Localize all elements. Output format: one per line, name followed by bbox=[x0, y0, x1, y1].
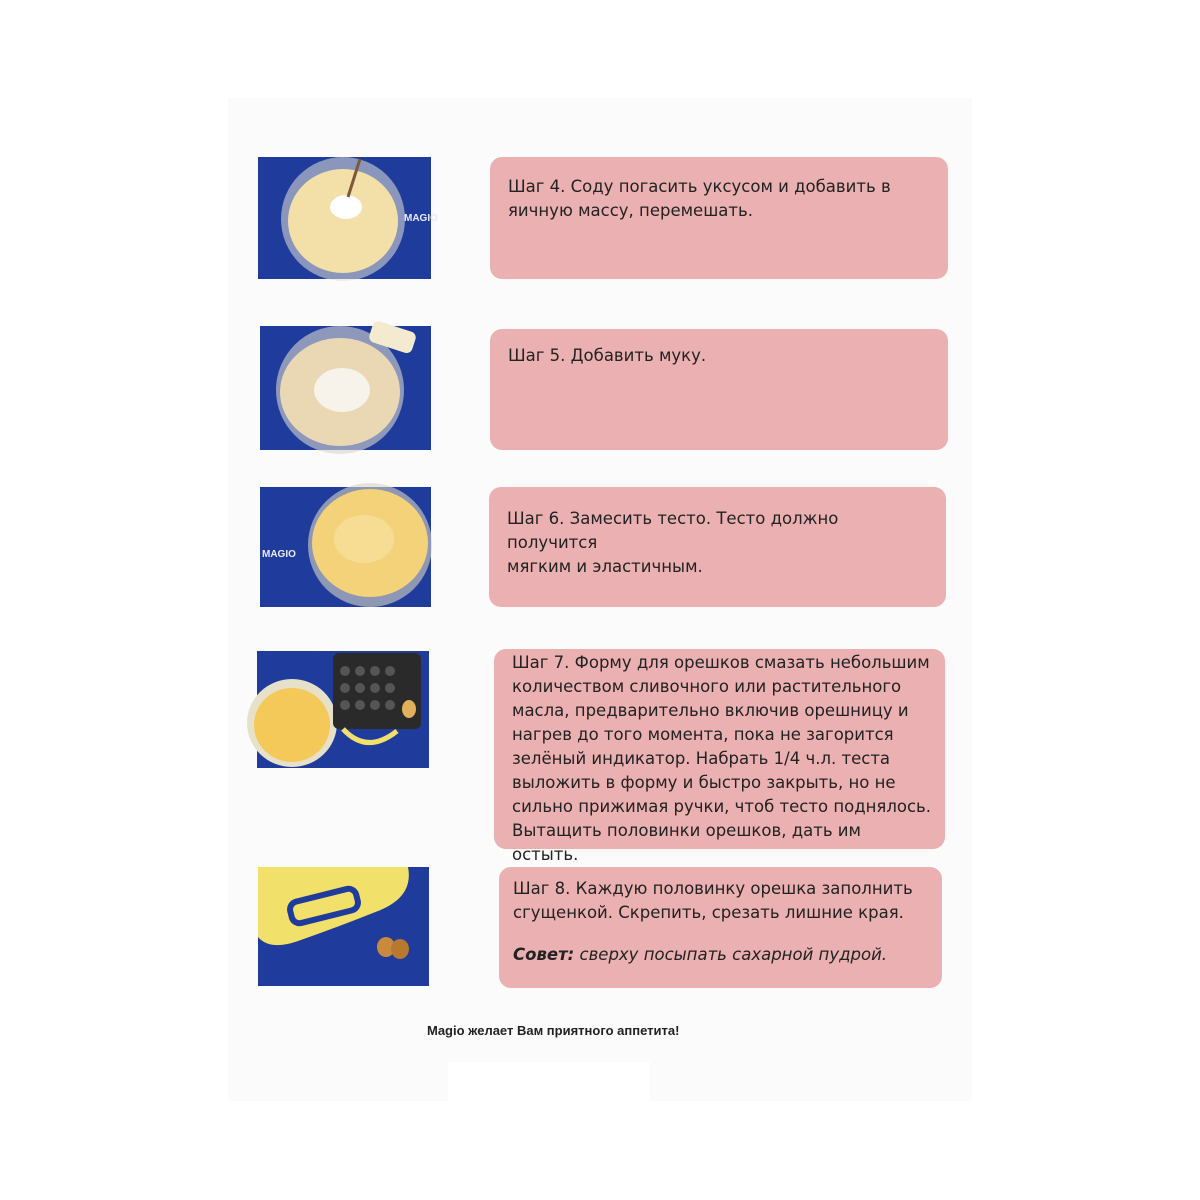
step-7-text: Шаг 7. Форму для орешков смазать небольшим количеством сливочного или растительного масла, предварительно включив орешницу и нагрев до того момента, пока не загорится зелёный индикатор. Набрать 1/4 ч.л. теста выложить в форму и быстро закрыть, но не сильно прижимая ручки, чтоб тесто поднялось. Вытащить половинки орешков, дать им остыть. bbox=[512, 653, 932, 864]
closing-message: Magio желает Вам приятного аппетита! bbox=[427, 1023, 680, 1038]
step-5-text: Шаг 5. Добавить муку. bbox=[508, 346, 707, 365]
step-6-photo bbox=[260, 487, 431, 607]
step-6-card bbox=[489, 487, 946, 607]
step-8-card bbox=[499, 867, 942, 988]
page-bottom-tab bbox=[448, 1062, 650, 1102]
step-4-text: Шаг 4. Соду погасить уксусом и добавить в яичную массу, перемешать. bbox=[508, 177, 891, 220]
step-4-card bbox=[490, 157, 948, 279]
step-8-photo bbox=[258, 867, 429, 986]
step-6-text: Шаг 6. Замесить тесто. Тесто должно получится мягким и эластичным. bbox=[507, 509, 839, 576]
svg-text:MAGIO: MAGIO bbox=[262, 549, 296, 560]
tip-text: сверху посыпать сахарной пудрой. bbox=[574, 945, 888, 964]
step-8-text: Шаг 8. Каждую половинку орешка заполнить сгущенкой. Скрепить, срезать лишние края. bbox=[513, 879, 913, 922]
tip-label: Совет: bbox=[513, 945, 575, 964]
svg-text:MAGIO: MAGIO bbox=[404, 213, 438, 224]
step-7-photo bbox=[257, 651, 429, 768]
step-8-tip bbox=[513, 943, 928, 967]
step-4-photo bbox=[258, 157, 438, 279]
step-7-card bbox=[494, 649, 945, 864]
step-5-card bbox=[490, 329, 948, 450]
step-5-photo bbox=[260, 326, 431, 450]
